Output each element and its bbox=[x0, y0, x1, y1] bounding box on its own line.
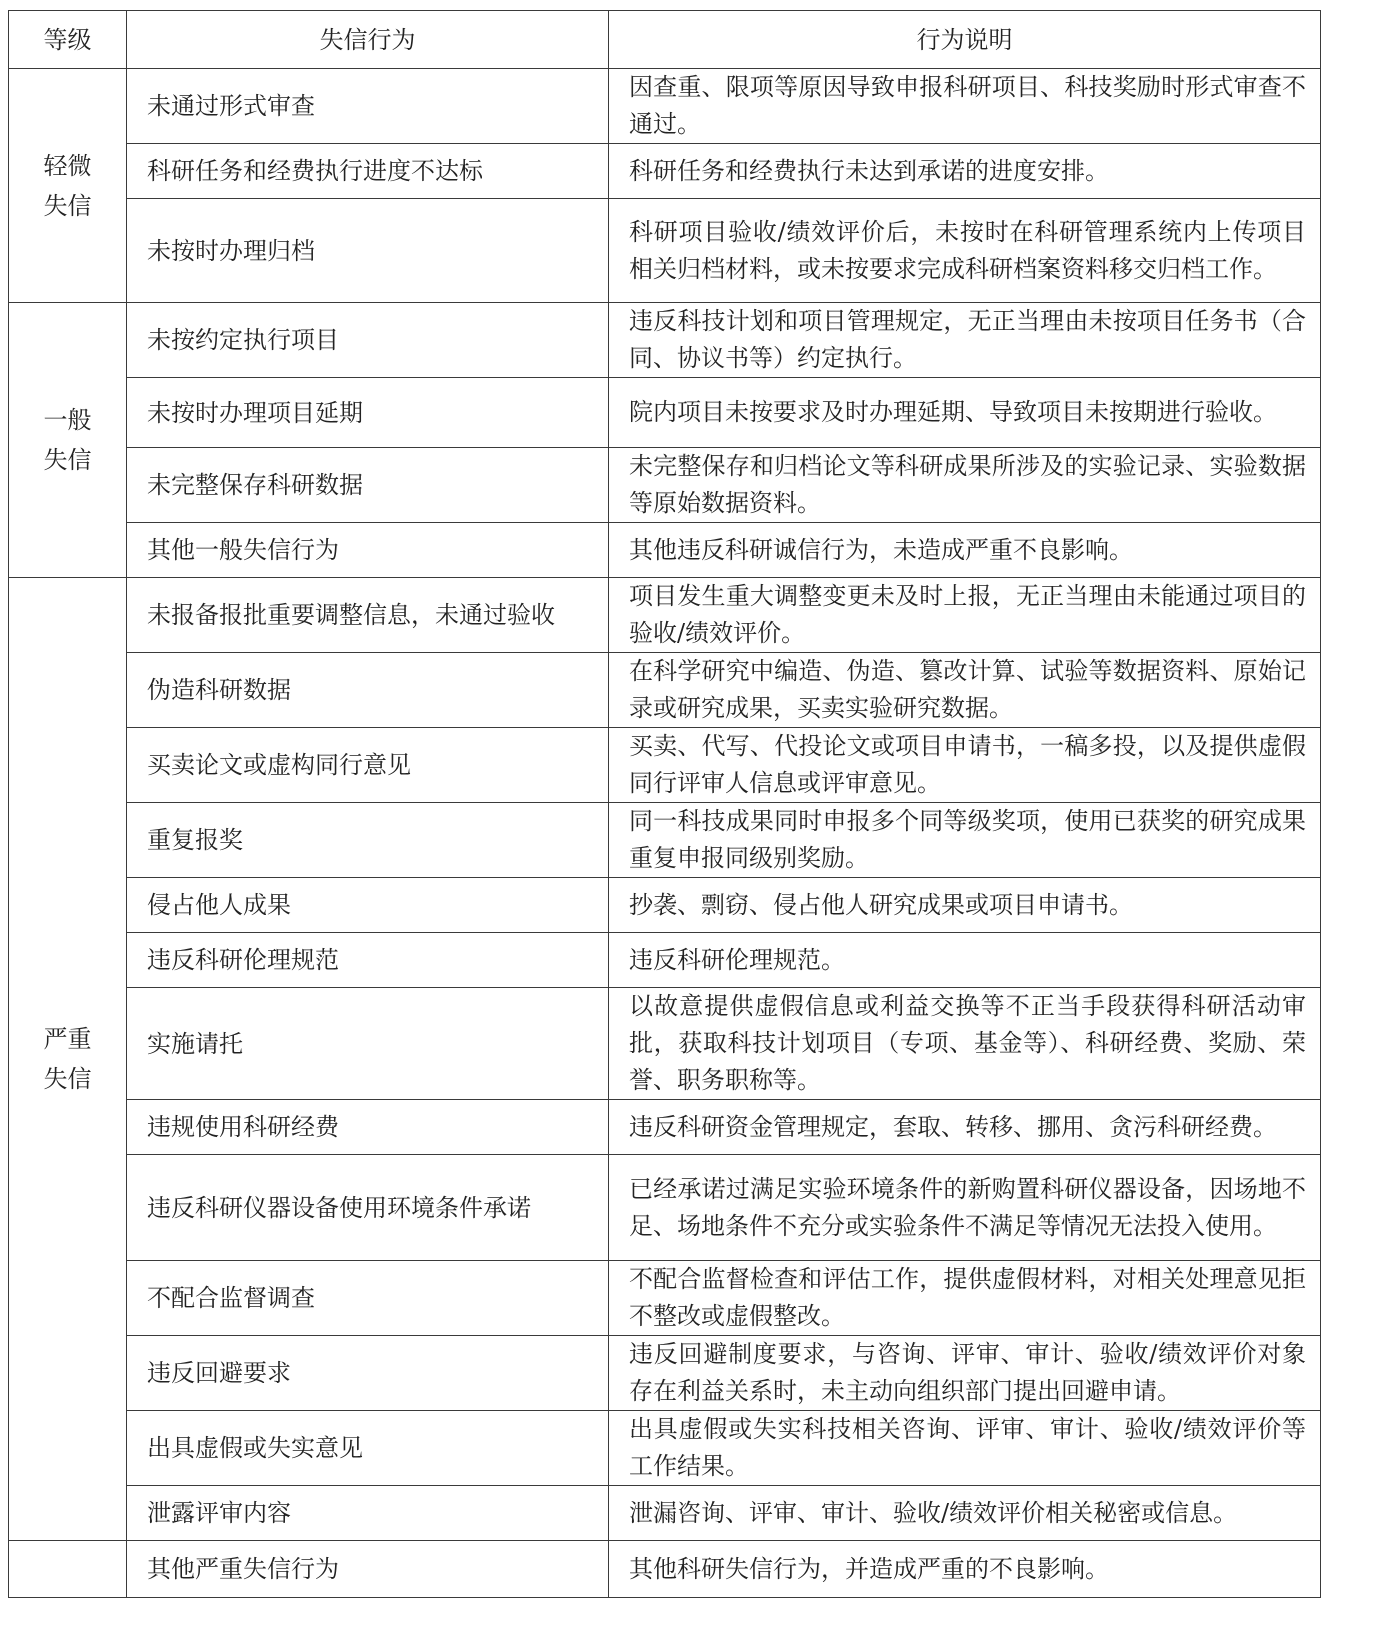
behavior-cell: 不配合监督调查 bbox=[127, 1261, 609, 1336]
description-cell: 不配合监督检查和评估工作，提供虚假材料，对相关处理意见拒不整改或虚假整改。 bbox=[609, 1261, 1321, 1336]
table-row bbox=[9, 653, 1321, 728]
behavior-cell: 未按约定执行项目 bbox=[127, 303, 609, 378]
table-row bbox=[9, 728, 1321, 803]
description-cell: 以故意提供虚假信息或利益交换等不正当手段获得科研活动审批，获取科技计划项目（专项、基金等）、科研经费、奖励、荣誉、职务职称等。 bbox=[609, 988, 1321, 1100]
table-row bbox=[9, 1486, 1321, 1541]
table-row bbox=[9, 1261, 1321, 1336]
table-row bbox=[9, 1541, 1321, 1598]
description-cell: 抄袭、剽窃、侵占他人研究成果或项目申请书。 bbox=[609, 878, 1321, 933]
table-row bbox=[9, 199, 1321, 303]
description-cell: 未完整保存和归档论文等科研成果所涉及的实验记录、实验数据等原始数据资料。 bbox=[609, 448, 1321, 523]
description-cell: 买卖、代写、代投论文或项目申请书，一稿多投，以及提供虚假同行评审人信息或评审意见。 bbox=[609, 728, 1321, 803]
description-cell: 科研任务和经费执行未达到承诺的进度安排。 bbox=[609, 144, 1321, 199]
table-row bbox=[9, 803, 1321, 878]
behavior-cell: 违反科研伦理规范 bbox=[127, 933, 609, 988]
behavior-cell: 违规使用科研经费 bbox=[127, 1100, 609, 1155]
behavior-cell: 违反科研仪器设备使用环境条件承诺 bbox=[127, 1155, 609, 1261]
behavior-cell: 实施请托 bbox=[127, 988, 609, 1100]
table-row bbox=[9, 933, 1321, 988]
table-row bbox=[9, 448, 1321, 523]
behavior-cell: 科研任务和经费执行进度不达标 bbox=[127, 144, 609, 199]
description-cell: 违反科研伦理规范。 bbox=[609, 933, 1321, 988]
behavior-cell: 未完整保存科研数据 bbox=[127, 448, 609, 523]
description-cell: 项目发生重大调整变更未及时上报，无正当理由未能通过项目的验收/绩效评价。 bbox=[609, 578, 1321, 653]
table-row bbox=[9, 1411, 1321, 1486]
description-cell: 其他违反科研诚信行为，未造成严重不良影响。 bbox=[609, 523, 1321, 578]
description-cell: 其他科研失信行为，并造成严重的不良影响。 bbox=[609, 1541, 1321, 1598]
behavior-cell: 买卖论文或虚构同行意见 bbox=[127, 728, 609, 803]
description-cell: 院内项目未按要求及时办理延期、导致项目未按期进行验收。 bbox=[609, 378, 1321, 448]
header-level: 等级 bbox=[9, 11, 127, 69]
behavior-cell: 违反回避要求 bbox=[127, 1336, 609, 1411]
behavior-cell: 未按时办理项目延期 bbox=[127, 378, 609, 448]
table-row bbox=[9, 523, 1321, 578]
behavior-cell: 未通过形式审查 bbox=[127, 69, 609, 144]
behavior-cell: 其他一般失信行为 bbox=[127, 523, 609, 578]
table-row bbox=[9, 378, 1321, 448]
behavior-cell: 重复报奖 bbox=[127, 803, 609, 878]
level-cell bbox=[9, 1541, 127, 1598]
behavior-cell: 其他严重失信行为 bbox=[127, 1541, 609, 1598]
description-cell: 科研项目验收/绩效评价后，未按时在科研管理系统内上传项目相关归档材料，或未按要求完成科研档案资料移交归档工作。 bbox=[609, 199, 1321, 303]
description-cell: 已经承诺过满足实验环境条件的新购置科研仪器设备，因场地不足、场地条件不充分或实验条件不满足等情况无法投入使用。 bbox=[609, 1155, 1321, 1261]
table-row bbox=[9, 578, 1321, 653]
table-row bbox=[9, 1100, 1321, 1155]
description-cell: 同一科技成果同时申报多个同等级奖项，使用已获奖的研究成果重复申报同级别奖励。 bbox=[609, 803, 1321, 878]
header-behavior: 失信行为 bbox=[127, 11, 609, 69]
description-cell: 因查重、限项等原因导致申报科研项目、科技奖励时形式审查不通过。 bbox=[609, 69, 1321, 144]
behavior-cell: 未按时办理归档 bbox=[127, 199, 609, 303]
description-cell: 泄漏咨询、评审、审计、验收/绩效评价相关秘密或信息。 bbox=[609, 1486, 1321, 1541]
header-row bbox=[9, 11, 1321, 69]
behavior-cell: 伪造科研数据 bbox=[127, 653, 609, 728]
behavior-cell: 出具虚假或失实意见 bbox=[127, 1411, 609, 1486]
level-cell: 严重 失信 bbox=[9, 578, 127, 1541]
credit-table bbox=[8, 10, 1321, 1598]
table-row bbox=[9, 878, 1321, 933]
table-row bbox=[9, 69, 1321, 144]
table-row bbox=[9, 1336, 1321, 1411]
level-cell: 轻微 失信 bbox=[9, 69, 127, 303]
table-row bbox=[9, 1155, 1321, 1261]
table-row bbox=[9, 144, 1321, 199]
header-description: 行为说明 bbox=[609, 11, 1321, 69]
description-cell: 在科学研究中编造、伪造、篡改计算、试验等数据资料、原始记录或研究成果，买卖实验研究数据。 bbox=[609, 653, 1321, 728]
description-cell: 出具虚假或失实科技相关咨询、评审、审计、验收/绩效评价等工作结果。 bbox=[609, 1411, 1321, 1486]
description-cell: 违反回避制度要求，与咨询、评审、审计、验收/绩效评价对象存在利益关系时，未主动向组织部门提出回避申请。 bbox=[609, 1336, 1321, 1411]
table-row bbox=[9, 303, 1321, 378]
behavior-cell: 未报备报批重要调整信息，未通过验收 bbox=[127, 578, 609, 653]
behavior-cell: 侵占他人成果 bbox=[127, 878, 609, 933]
table-row bbox=[9, 988, 1321, 1100]
description-cell: 违反科研资金管理规定，套取、转移、挪用、贪污科研经费。 bbox=[609, 1100, 1321, 1155]
description-cell: 违反科技计划和项目管理规定，无正当理由未按项目任务书（合同、协议书等）约定执行。 bbox=[609, 303, 1321, 378]
level-cell: 一般 失信 bbox=[9, 303, 127, 578]
behavior-cell: 泄露评审内容 bbox=[127, 1486, 609, 1541]
